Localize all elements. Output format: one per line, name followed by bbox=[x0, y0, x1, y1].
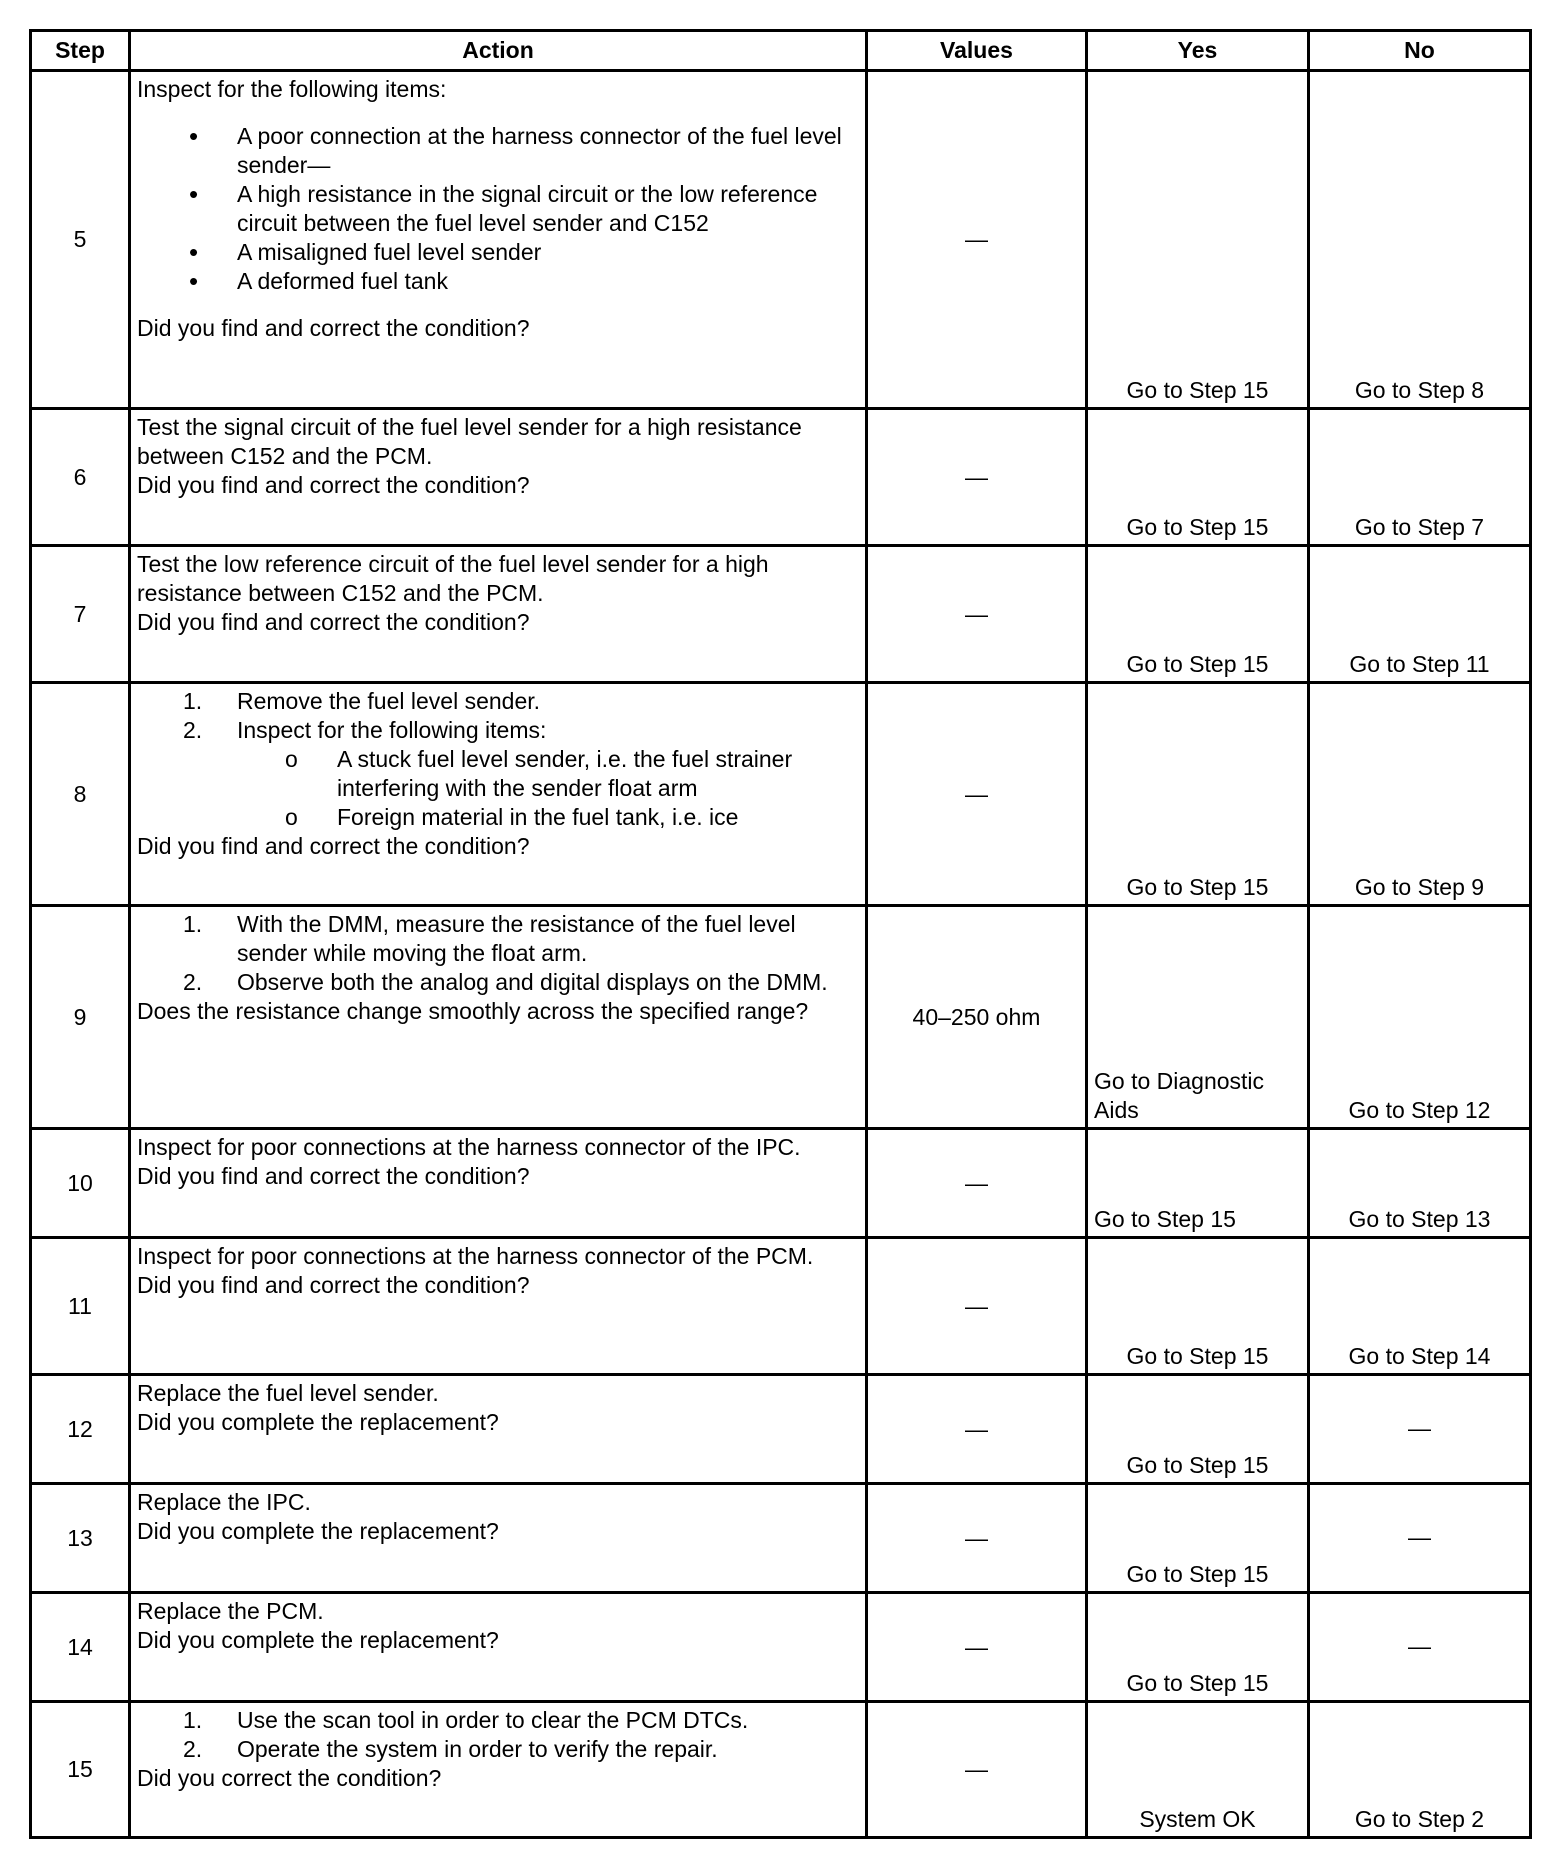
action-text: Replace the IPC. bbox=[137, 1489, 311, 1515]
no-result: Go to Step 8 bbox=[1309, 71, 1531, 409]
action-question: Did you find and correct the condition? bbox=[137, 609, 530, 635]
table-row bbox=[31, 683, 1531, 906]
action-question: Did you find and correct the condition? bbox=[137, 1163, 530, 1189]
values-cell: — bbox=[867, 1702, 1087, 1838]
list-item: • A misaligned fuel level sender bbox=[137, 238, 859, 267]
step-number: 6 bbox=[31, 409, 130, 546]
no-result: Go to Step 7 bbox=[1309, 409, 1531, 546]
list-number: 2. bbox=[183, 1736, 203, 1762]
list-item bbox=[137, 687, 859, 716]
header-values: Values bbox=[867, 31, 1087, 71]
table-row bbox=[31, 1702, 1531, 1838]
diagnostic-table bbox=[29, 29, 1532, 1839]
action-question: Did you complete the replacement? bbox=[137, 1518, 499, 1544]
list-number: 2. bbox=[183, 717, 203, 743]
list-item-text: Inspect for the following items: bbox=[237, 717, 547, 743]
action-question: Did you complete the replacement? bbox=[137, 1627, 499, 1653]
table-row bbox=[31, 546, 1531, 683]
yes-result: System OK bbox=[1087, 1702, 1309, 1838]
step-number: 8 bbox=[31, 683, 130, 906]
no-result: Go to Step 14 bbox=[1309, 1238, 1531, 1375]
list-item-text: Use the scan tool in order to clear the PCM DTCs. bbox=[237, 1707, 749, 1733]
yes-result: Go to Step 15 bbox=[1087, 1484, 1309, 1593]
header-action: Action bbox=[130, 31, 867, 71]
list-item-text: Observe both the analog and digital displays on the DMM. bbox=[237, 969, 828, 995]
action-question: Did you find and correct the condition? bbox=[137, 472, 530, 498]
yes-result: Go to Step 15 bbox=[1087, 1129, 1309, 1238]
list-item-text: Operate the system in order to verify the repair. bbox=[237, 1736, 718, 1762]
yes-result: Go to Step 15 bbox=[1087, 1593, 1309, 1702]
no-result: — bbox=[1309, 1484, 1531, 1593]
no-result: Go to Step 9 bbox=[1309, 683, 1531, 906]
action-question: Did you complete the replacement? bbox=[137, 1409, 499, 1435]
action-cell bbox=[130, 409, 867, 546]
values-cell: — bbox=[867, 409, 1087, 546]
list-item bbox=[137, 1706, 859, 1735]
bullet-list bbox=[137, 122, 859, 296]
step-number: 12 bbox=[31, 1375, 130, 1484]
header-no: No bbox=[1309, 31, 1531, 71]
list-number: 2. bbox=[183, 969, 203, 995]
step-number: 13 bbox=[31, 1484, 130, 1593]
action-cell bbox=[130, 1593, 867, 1702]
yes-result: Go to Diagnostic Aids bbox=[1087, 906, 1309, 1129]
values-cell: — bbox=[867, 683, 1087, 906]
list-item: • A high resistance in the signal circuit or the low reference circuit between the fuel level sender and C152 bbox=[137, 180, 859, 238]
action-question: Did you find and correct the condition? bbox=[137, 833, 530, 859]
no-result: Go to Step 13 bbox=[1309, 1129, 1531, 1238]
numbered-list bbox=[137, 1706, 859, 1764]
no-result: — bbox=[1309, 1593, 1531, 1702]
list-item: • A deformed fuel tank bbox=[137, 267, 859, 296]
yes-result: Go to Step 15 bbox=[1087, 1238, 1309, 1375]
action-cell bbox=[130, 1484, 867, 1593]
action-intro: Inspect for the following items: bbox=[137, 76, 447, 102]
sub-list-item: o Foreign material in the fuel tank, i.e. ice bbox=[237, 803, 859, 832]
action-cell bbox=[130, 546, 867, 683]
action-text: Inspect for poor connections at the harness connector of the IPC. bbox=[137, 1134, 801, 1160]
list-number: 1. bbox=[183, 911, 203, 937]
sub-list-item: o A stuck fuel level sender, i.e. the fuel strainer interfering with the sender float arm bbox=[237, 745, 859, 803]
table-row bbox=[31, 1593, 1531, 1702]
no-result: Go to Step 11 bbox=[1309, 546, 1531, 683]
step-number: 5 bbox=[31, 71, 130, 409]
values-cell: — bbox=[867, 1484, 1087, 1593]
values-cell: — bbox=[867, 1238, 1087, 1375]
list-item bbox=[137, 1735, 859, 1764]
values-cell: — bbox=[867, 71, 1087, 409]
yes-result: Go to Step 15 bbox=[1087, 71, 1309, 409]
list-number: 1. bbox=[183, 1707, 203, 1733]
action-text: Inspect for poor connections at the harness connector of the PCM. bbox=[137, 1243, 814, 1269]
step-number: 15 bbox=[31, 1702, 130, 1838]
list-item: • A poor connection at the harness connector of the fuel level sender— bbox=[137, 122, 859, 180]
action-cell bbox=[130, 906, 867, 1129]
table-row bbox=[31, 1375, 1531, 1484]
action-cell bbox=[130, 71, 867, 409]
action-question: Does the resistance change smoothly across the specified range? bbox=[137, 998, 809, 1024]
step-number: 11 bbox=[31, 1238, 130, 1375]
list-item bbox=[137, 716, 859, 832]
no-result: — bbox=[1309, 1375, 1531, 1484]
step-number: 14 bbox=[31, 1593, 130, 1702]
yes-result: Go to Step 15 bbox=[1087, 683, 1309, 906]
yes-result: Go to Step 15 bbox=[1087, 409, 1309, 546]
action-cell bbox=[130, 1375, 867, 1484]
table-row bbox=[31, 1484, 1531, 1593]
numbered-list bbox=[137, 910, 859, 997]
header-yes: Yes bbox=[1087, 31, 1309, 71]
step-number: 10 bbox=[31, 1129, 130, 1238]
values-cell: 40–250 ohm bbox=[867, 906, 1087, 1129]
action-cell bbox=[130, 1238, 867, 1375]
action-text: Test the low reference circuit of the fuel level sender for a high resistance between C152 and the PCM. bbox=[137, 551, 769, 606]
list-number: 1. bbox=[183, 688, 203, 714]
sub-list bbox=[237, 745, 859, 832]
no-result: Go to Step 12 bbox=[1309, 906, 1531, 1129]
step-number: 7 bbox=[31, 546, 130, 683]
no-result: Go to Step 2 bbox=[1309, 1702, 1531, 1838]
action-cell bbox=[130, 683, 867, 906]
table-row bbox=[31, 906, 1531, 1129]
action-cell bbox=[130, 1129, 867, 1238]
action-text: Replace the PCM. bbox=[137, 1598, 324, 1624]
table-row bbox=[31, 409, 1531, 546]
action-text: Test the signal circuit of the fuel level sender for a high resistance between C152 and the PCM. bbox=[137, 414, 802, 469]
values-cell: — bbox=[867, 1593, 1087, 1702]
action-question: Did you correct the condition? bbox=[137, 1765, 442, 1791]
table-row bbox=[31, 71, 1531, 409]
values-cell: — bbox=[867, 1375, 1087, 1484]
list-item bbox=[137, 968, 859, 997]
action-question: Did you find and correct the condition? bbox=[137, 1272, 530, 1298]
yes-result: Go to Step 15 bbox=[1087, 546, 1309, 683]
list-item-text: Remove the fuel level sender. bbox=[237, 688, 541, 714]
action-text: Replace the fuel level sender. bbox=[137, 1380, 439, 1406]
list-item bbox=[137, 910, 859, 968]
values-cell: — bbox=[867, 1129, 1087, 1238]
action-question: Did you find and correct the condition? bbox=[137, 315, 530, 341]
yes-result: Go to Step 15 bbox=[1087, 1375, 1309, 1484]
list-item-text: With the DMM, measure the resistance of the fuel level sender while moving the float arm. bbox=[237, 911, 796, 966]
header-step: Step bbox=[31, 31, 130, 71]
action-cell bbox=[130, 1702, 867, 1838]
numbered-list bbox=[137, 687, 859, 832]
step-number: 9 bbox=[31, 906, 130, 1129]
values-cell: — bbox=[867, 546, 1087, 683]
header-row bbox=[31, 31, 1531, 71]
table-row bbox=[31, 1238, 1531, 1375]
table-row bbox=[31, 1129, 1531, 1238]
